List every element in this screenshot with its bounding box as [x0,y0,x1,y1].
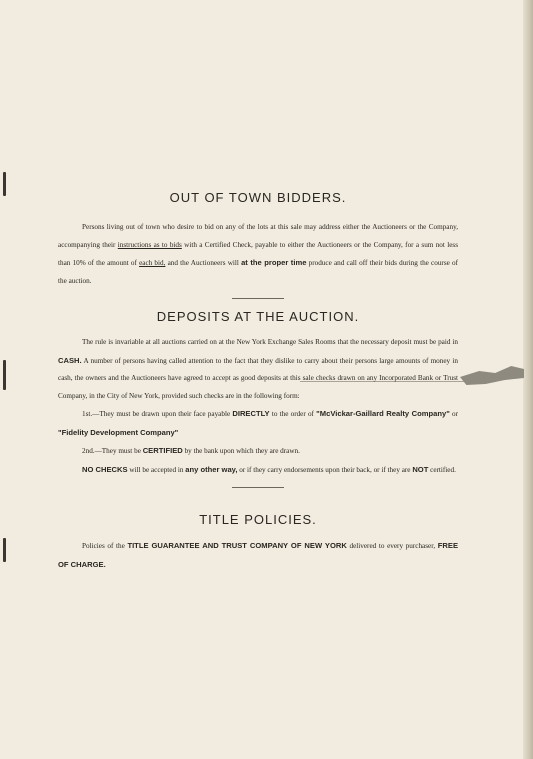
text-run: will be accepted in [129,465,184,474]
section-divider [232,487,284,488]
underlined-text: each bid, [139,259,166,267]
binding-mark [3,172,6,196]
text-run: and the Auctioneers will [167,259,239,267]
binding-mark [3,360,6,390]
text-run: to the order of [271,410,314,418]
text-run: Policies of the [82,542,125,550]
text-run: 1st.—They must be drawn upon their face payable [82,410,231,418]
title-policies-paragraph [58,537,458,574]
binding-mark [3,538,6,562]
page-tear [460,366,524,386]
bold-text: CASH. [58,355,82,365]
text-run: certified. [430,465,456,474]
text-run: produce and call off their bids during the course of the auction. [58,259,458,285]
document-body [58,190,458,574]
deposits-second-rule [58,442,458,461]
deposits-paragraph [58,334,458,405]
bold-text: DIRECTLY [232,409,270,418]
bold-text: NOT [412,464,429,474]
page-edge-shadow [523,0,533,759]
text-run: or [452,410,459,418]
heading-deposits-at-the-auction: DEPOSITS AT THE AUCTION. [156,309,360,324]
text-run: with a Certified Check, payable to either the Auctioneers or the Company, for a sum not less than 10% of the amount of [58,240,458,267]
bold-text: NO CHECKS [82,464,128,474]
heading-out-of-town-bidders: OUT OF TOWN BIDDERS. [169,190,347,205]
bold-text: any other way, [185,464,238,474]
section-divider [232,298,284,299]
heading-title-policies: TITLE POLICIES. [199,512,317,527]
text-run: A number of persons having called attention to the fact that they dislike to carry about their persons large amounts of money in cash, the owners and the Auctioneers have agreed to accept as good deposits at this sale checks drawn on any Incorporated Bank or Trust Company, in the City of New York, provided such checks are in the following form: [58,356,458,400]
bold-text: "Fidelity Development Company" [58,427,179,437]
underlined-text: instructions as to bids [117,240,182,249]
text-run: or if they carry endorsements upon their back, or if they are [239,465,411,474]
text-run: by the bank upon which they are drawn. [184,447,300,455]
text-run: 2nd.—They must be [82,447,141,455]
deposits-first-rule [58,405,458,442]
bold-text: TITLE GUARANTEE AND TRUST COMPANY OF NEW YORK [127,541,347,550]
text-run: Persons living out of town who desire to bid on any of the lots at this sale may address either the Auctioneers or the Company, accompanying their [58,223,458,249]
text-run: delivered to every purchaser, [349,542,436,550]
bold-text: CERTIFIED [142,446,183,455]
deposits-no-checks-rule [58,461,458,480]
bold-text: "McVickar-Gaillard Realty Company" [316,409,450,418]
text-run: The rule is invariable at all auctions carried on at the New York Exchange Sales Rooms that the necessary deposit must be paid in [82,338,458,346]
bold-text: FREE OF CHARGE. [58,541,459,569]
bold-text: at the proper time [241,258,307,267]
out-of-town-paragraph [58,219,458,290]
